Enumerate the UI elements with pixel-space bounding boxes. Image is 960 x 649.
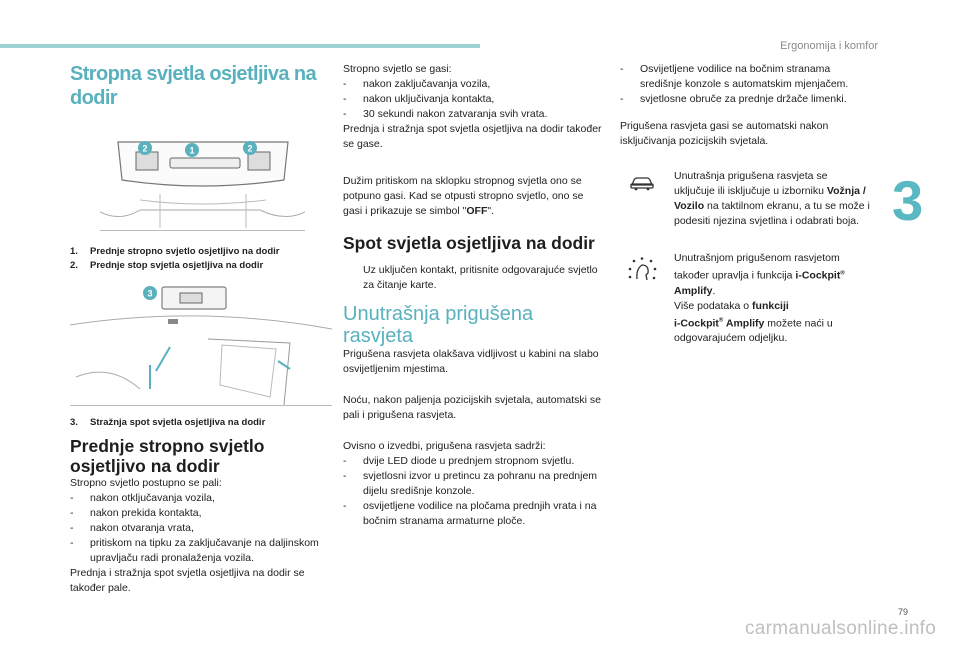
list-item: - nakon prekida kontakta, xyxy=(70,507,202,519)
front-light-heading: Prednje stropno svjetlo osjetljivo na dodir xyxy=(70,436,265,476)
svg-text:1: 1 xyxy=(189,145,195,156)
caption-2: 2. Prednje stop svjetla osjetljiva na dodir xyxy=(70,260,264,271)
caption-1: 1. Prednje stropno svjetlo osjetljivo na dodir xyxy=(70,246,280,257)
list-item: - nakon uključivanja kontakta, xyxy=(343,93,495,105)
chapter-number: 3 xyxy=(892,169,924,232)
ambient-paragraph-3: Ovisno o izvedbi, prigušena rasvjeta sadrži: xyxy=(343,440,546,452)
marker-2-right-icon xyxy=(243,141,257,155)
list-item: - osvijetljene vodilice na pločama prednjih vrata i na bočnim stranama armaturne ploče. xyxy=(343,500,597,527)
cockpit-text: Unutrašnjom prigušenom rasvjetom također upravlja i funkcija i-Cockpit® Amplify. Više podataka o funkciji i-Cockpit® Amplify možete naći u odgovarajućem odjeljku. xyxy=(674,252,845,344)
list-item: - svjetlosne obruče za prednje držače limenki. xyxy=(620,93,847,105)
watermark: carmanualsonline.info xyxy=(745,618,937,639)
list-item: - nakon otključavanja vozila, xyxy=(70,492,215,504)
page-title: Stropna svjetla osjetljiva na dodir xyxy=(70,63,317,109)
i-cockpit-amplify-icon xyxy=(620,251,664,346)
section-title: Ergonomija i komfor xyxy=(780,40,878,52)
marker-1-icon xyxy=(185,143,199,157)
vehicle-menu-text: Unutrašnja prigušena rasvjeta se uključuje ili isključuje u izborniku Vožnja / Vozilo na taktilnom ekranu, a tu se može i podesiti njezina svjetlina i odabrati boja. xyxy=(674,170,870,227)
caption-3: 3. Stražnja spot svjetla osjetljiva na dodir xyxy=(70,417,266,428)
list-item: - svjetlosni izvor u pretincu za pohranu na prednjem dijelu središnje konzole. xyxy=(343,470,598,497)
ambient-off-paragraph: Prigušena rasvjeta gasi se automatski nakon isključivanja pozicijskih svjetala. xyxy=(620,120,829,147)
spot-lights-heading: Spot svjetla osjetljiva na dodir xyxy=(343,233,595,253)
column-1 xyxy=(70,62,332,596)
list-item: - dvije LED diode u prednjem stropnom svjetlu. xyxy=(343,455,575,467)
cockpit-note xyxy=(620,251,870,346)
vehicle-menu-note xyxy=(620,169,870,229)
spot-instruction: Uz uključen kontakt, pritisnite odgovarajuće svjetlo za čitanje karte. xyxy=(363,264,598,291)
list-item: - 30 sekundi nakon zatvaranja svih vrata. xyxy=(343,108,548,120)
ambient-lighting-heading: Unutrašnja prigušena rasvjeta xyxy=(343,303,534,347)
off-intro: Stropno svjetlo se gasi: xyxy=(343,63,452,75)
list-item: - nakon zaključavanja vozila, xyxy=(343,78,491,90)
front-light-intro: Stropno svjetlo postupno se pali: xyxy=(70,477,222,489)
list-item: - Osvijetljene vodilice na bočnim stranama središnje konzole s automatskim mjenjačem. xyxy=(620,63,849,90)
caption-list-1 xyxy=(70,245,332,273)
long-press-paragraph: Dužim pritiskom na sklopku stropnog svjetla ono se potpuno gasi. Kad se otpusti stropno svjetlo, ono se gasi i prikazuje se simbol "OFF". xyxy=(343,175,584,217)
marker-3-icon xyxy=(143,286,157,300)
rear-spot-light-illustration xyxy=(70,285,332,406)
ambient-paragraph-2: Noću, nakon paljenja pozicijskih svjetala, automatski se pali i prigušena rasvjeta. xyxy=(343,394,601,421)
list-item: - nakon otvaranja vrata, xyxy=(70,522,194,534)
column-2 xyxy=(343,62,605,529)
list-item: - pritiskom na tipku za zaključavanje na daljinskom upravljaču radi pronalaženja vozila. xyxy=(70,537,319,564)
car-icon xyxy=(620,169,664,229)
front-ceiling-light-illustration xyxy=(100,132,305,231)
svg-text:3: 3 xyxy=(147,288,153,299)
off-outro: Prednja i stražnja spot svjetla osjetljiva na dodir također se gase. xyxy=(343,123,602,150)
header-accent-bar xyxy=(0,44,480,48)
front-light-outro: Prednja i stražnja spot svjetla osjetljiva na dodir se također pale. xyxy=(70,567,305,594)
rear-spot-light-drawing xyxy=(70,285,332,405)
page-number: 79 xyxy=(898,607,909,617)
svg-text:2: 2 xyxy=(247,143,253,154)
column-3 xyxy=(620,62,870,346)
ambient-paragraph-1: Prigušena rasvjeta olakšava vidljivost u kabini na slabo osvijetljenim mjestima. xyxy=(343,348,599,375)
front-ceiling-light-drawing xyxy=(100,132,305,230)
svg-text:2: 2 xyxy=(142,143,148,154)
marker-2-left-icon xyxy=(138,141,152,155)
